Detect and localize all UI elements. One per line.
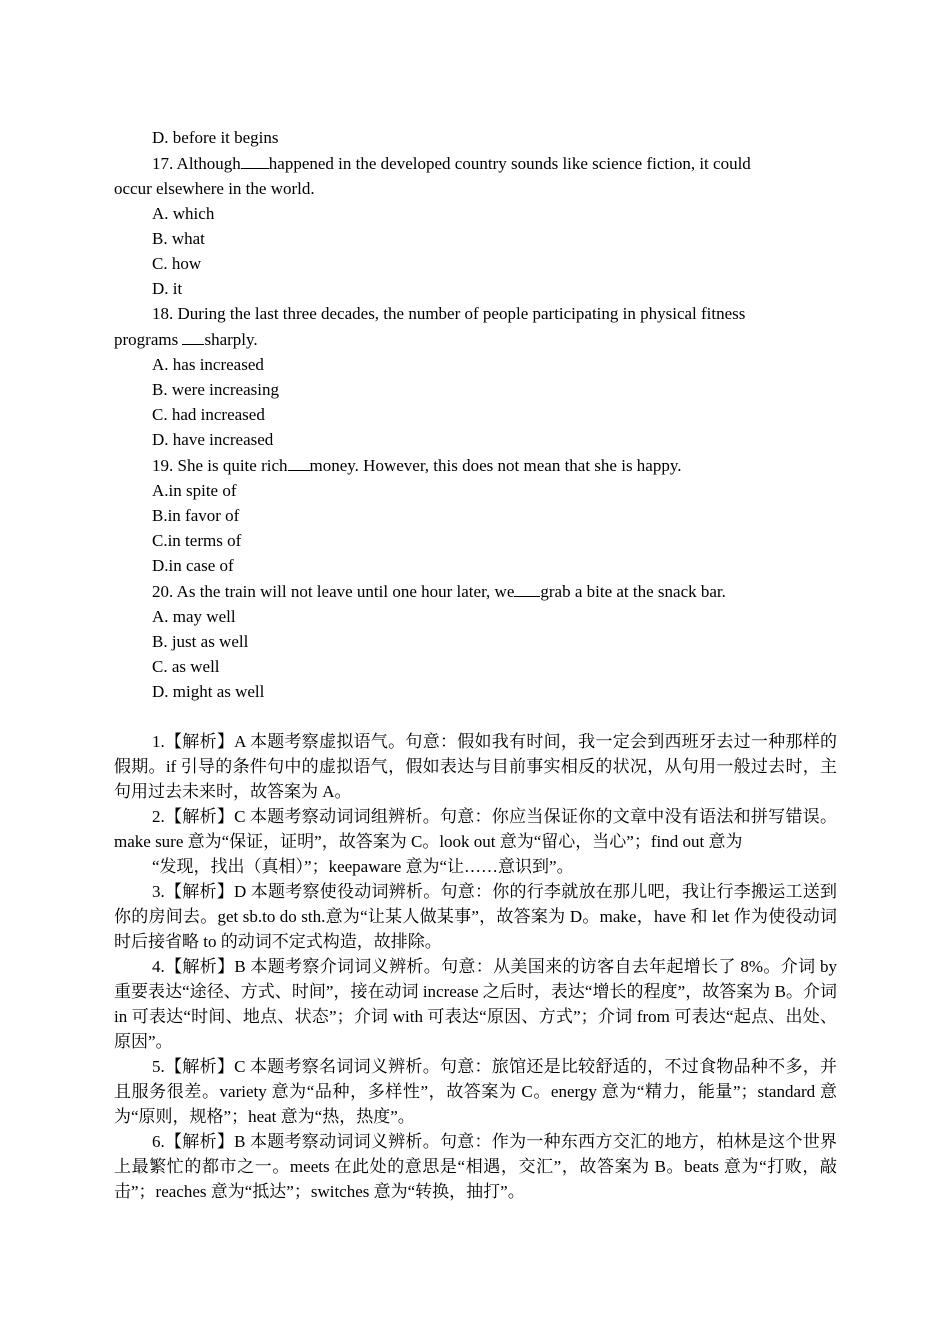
q20-option-d: D. might as well [152,682,265,701]
q19-stem [114,452,837,478]
answer-blank [514,578,540,597]
q17-stem-line2: occur elsewhere in the world. [114,179,315,198]
q17-option-a: A. which [152,204,215,223]
q17-stem-line1 [114,150,837,176]
answer-blank [288,452,310,471]
q18-stem-before: programs [114,330,183,349]
q20-stem [114,578,837,604]
section-spacer [114,704,837,729]
explanation-4: 4.【解析】B 本题考察介词词义辨析。句意：从美国来的访客自去年起增长了 8%。介词 by 重要表达“途径、方式、时间”，接在动词 increase 之后时，表达“增长的程度”，故答案为 B。介词 in 可表达“时间、地点、状态”；介词 with 可表达“原因、方式”；介词 from 可表达“起点、出处、原因”。 [114,957,837,1051]
q16-option-d: D. before it begins [152,128,279,147]
question-19 [114,452,837,578]
q20-option-c: C. as well [152,657,220,676]
explanation-3: 3.【解析】D 本题考察使役动词辨析。句意：你的行李就放在那儿吧，我让行李搬运工送到你的房间去。get sb.to do sth.意为“让某人做某事”，故答案为 D。make，have 和 let 作为使役动词时后接省略 to 的动词不定式构造，故排除。 [114,882,837,951]
answer-explanations [114,729,837,1204]
q17-option-c: C. how [152,254,202,273]
question-20 [114,578,837,704]
q18-option-b: B. were increasing [152,380,279,399]
q20-stem-before: 20. As the train will not leave until one hour later, we [152,582,515,601]
q17-option-d: D. it [152,279,183,298]
q18-stem-after: sharply. [204,330,258,349]
q19-option-c: C.in terms of [152,531,242,550]
q19-option-b: B.in favor of [152,506,240,525]
question-17 [114,150,837,301]
q18-stem-line2 [114,326,837,352]
answer-blank [182,326,204,345]
q19-option-d: D.in case of [152,556,234,575]
question-18 [114,301,837,452]
q19-stem-before: 19. She is quite rich [152,456,288,475]
q18-option-a: A. has increased [152,355,264,374]
q18-stem-line1: 18. During the last three decades, the number of people participating in physical fitness [152,304,746,323]
q20-option-a: A. may well [152,607,236,626]
q19-stem-after: money. However, this does not mean that she is happy. [309,456,682,475]
q18-option-c: C. had increased [152,405,265,424]
q20-option-b: B. just as well [152,632,249,651]
q20-stem-after: grab a bite at the snack bar. [540,582,726,601]
q17-option-b: B. what [152,229,205,248]
q18-option-d: D. have increased [152,430,274,449]
explanation-1: 1.【解析】A 本题考察虚拟语气。句意：假如我有时间，我一定会到西班牙去过一种那样的假期。if 引导的条件句中的虚拟语气，假如表达与目前事实相反的状况，从句用一般过去时，主句用过去未来时，故答案为 A。 [114,732,837,801]
explanation-2-continued: “发现，找出（真相）”；keepaware 意为“让……意识到”。 [152,857,574,876]
explanation-6: 6.【解析】B 本题考察动词词义辨析。句意：作为一种东西方交汇的地方，柏林是这个世界上最繁忙的都市之一。meets 在此处的意思是“相遇，交汇”，故答案为 B。beats 意为“打败，敲击”；reaches 意为“抵达”；switches 意为“转换，抽打”。 [114,1132,837,1201]
q17-stem-after: happened in the developed country sounds like science fiction, it could [268,154,751,173]
q17-stem-before: 17. Although [152,154,241,173]
explanation-2: 2.【解析】C 本题考察动词词组辨析。句意：你应当保证你的文章中没有语法和拼写错误。make sure 意为“保证，证明”，故答案为 C。look out 意为“留心，当心”；find out 意为 [114,807,837,851]
q19-option-a: A.in spite of [152,481,237,500]
explanation-5: 5.【解析】C 本题考察名词词义辨析。句意：旅馆还是比较舒适的，不过食物品种不多，并且服务很差。variety 意为“品种，多样性”，故答案为 C。energy 意为“精力，能量”；standard 意为“原则，规格”；heat 意为“热，热度”。 [114,1057,837,1126]
answer-blank [241,150,269,169]
